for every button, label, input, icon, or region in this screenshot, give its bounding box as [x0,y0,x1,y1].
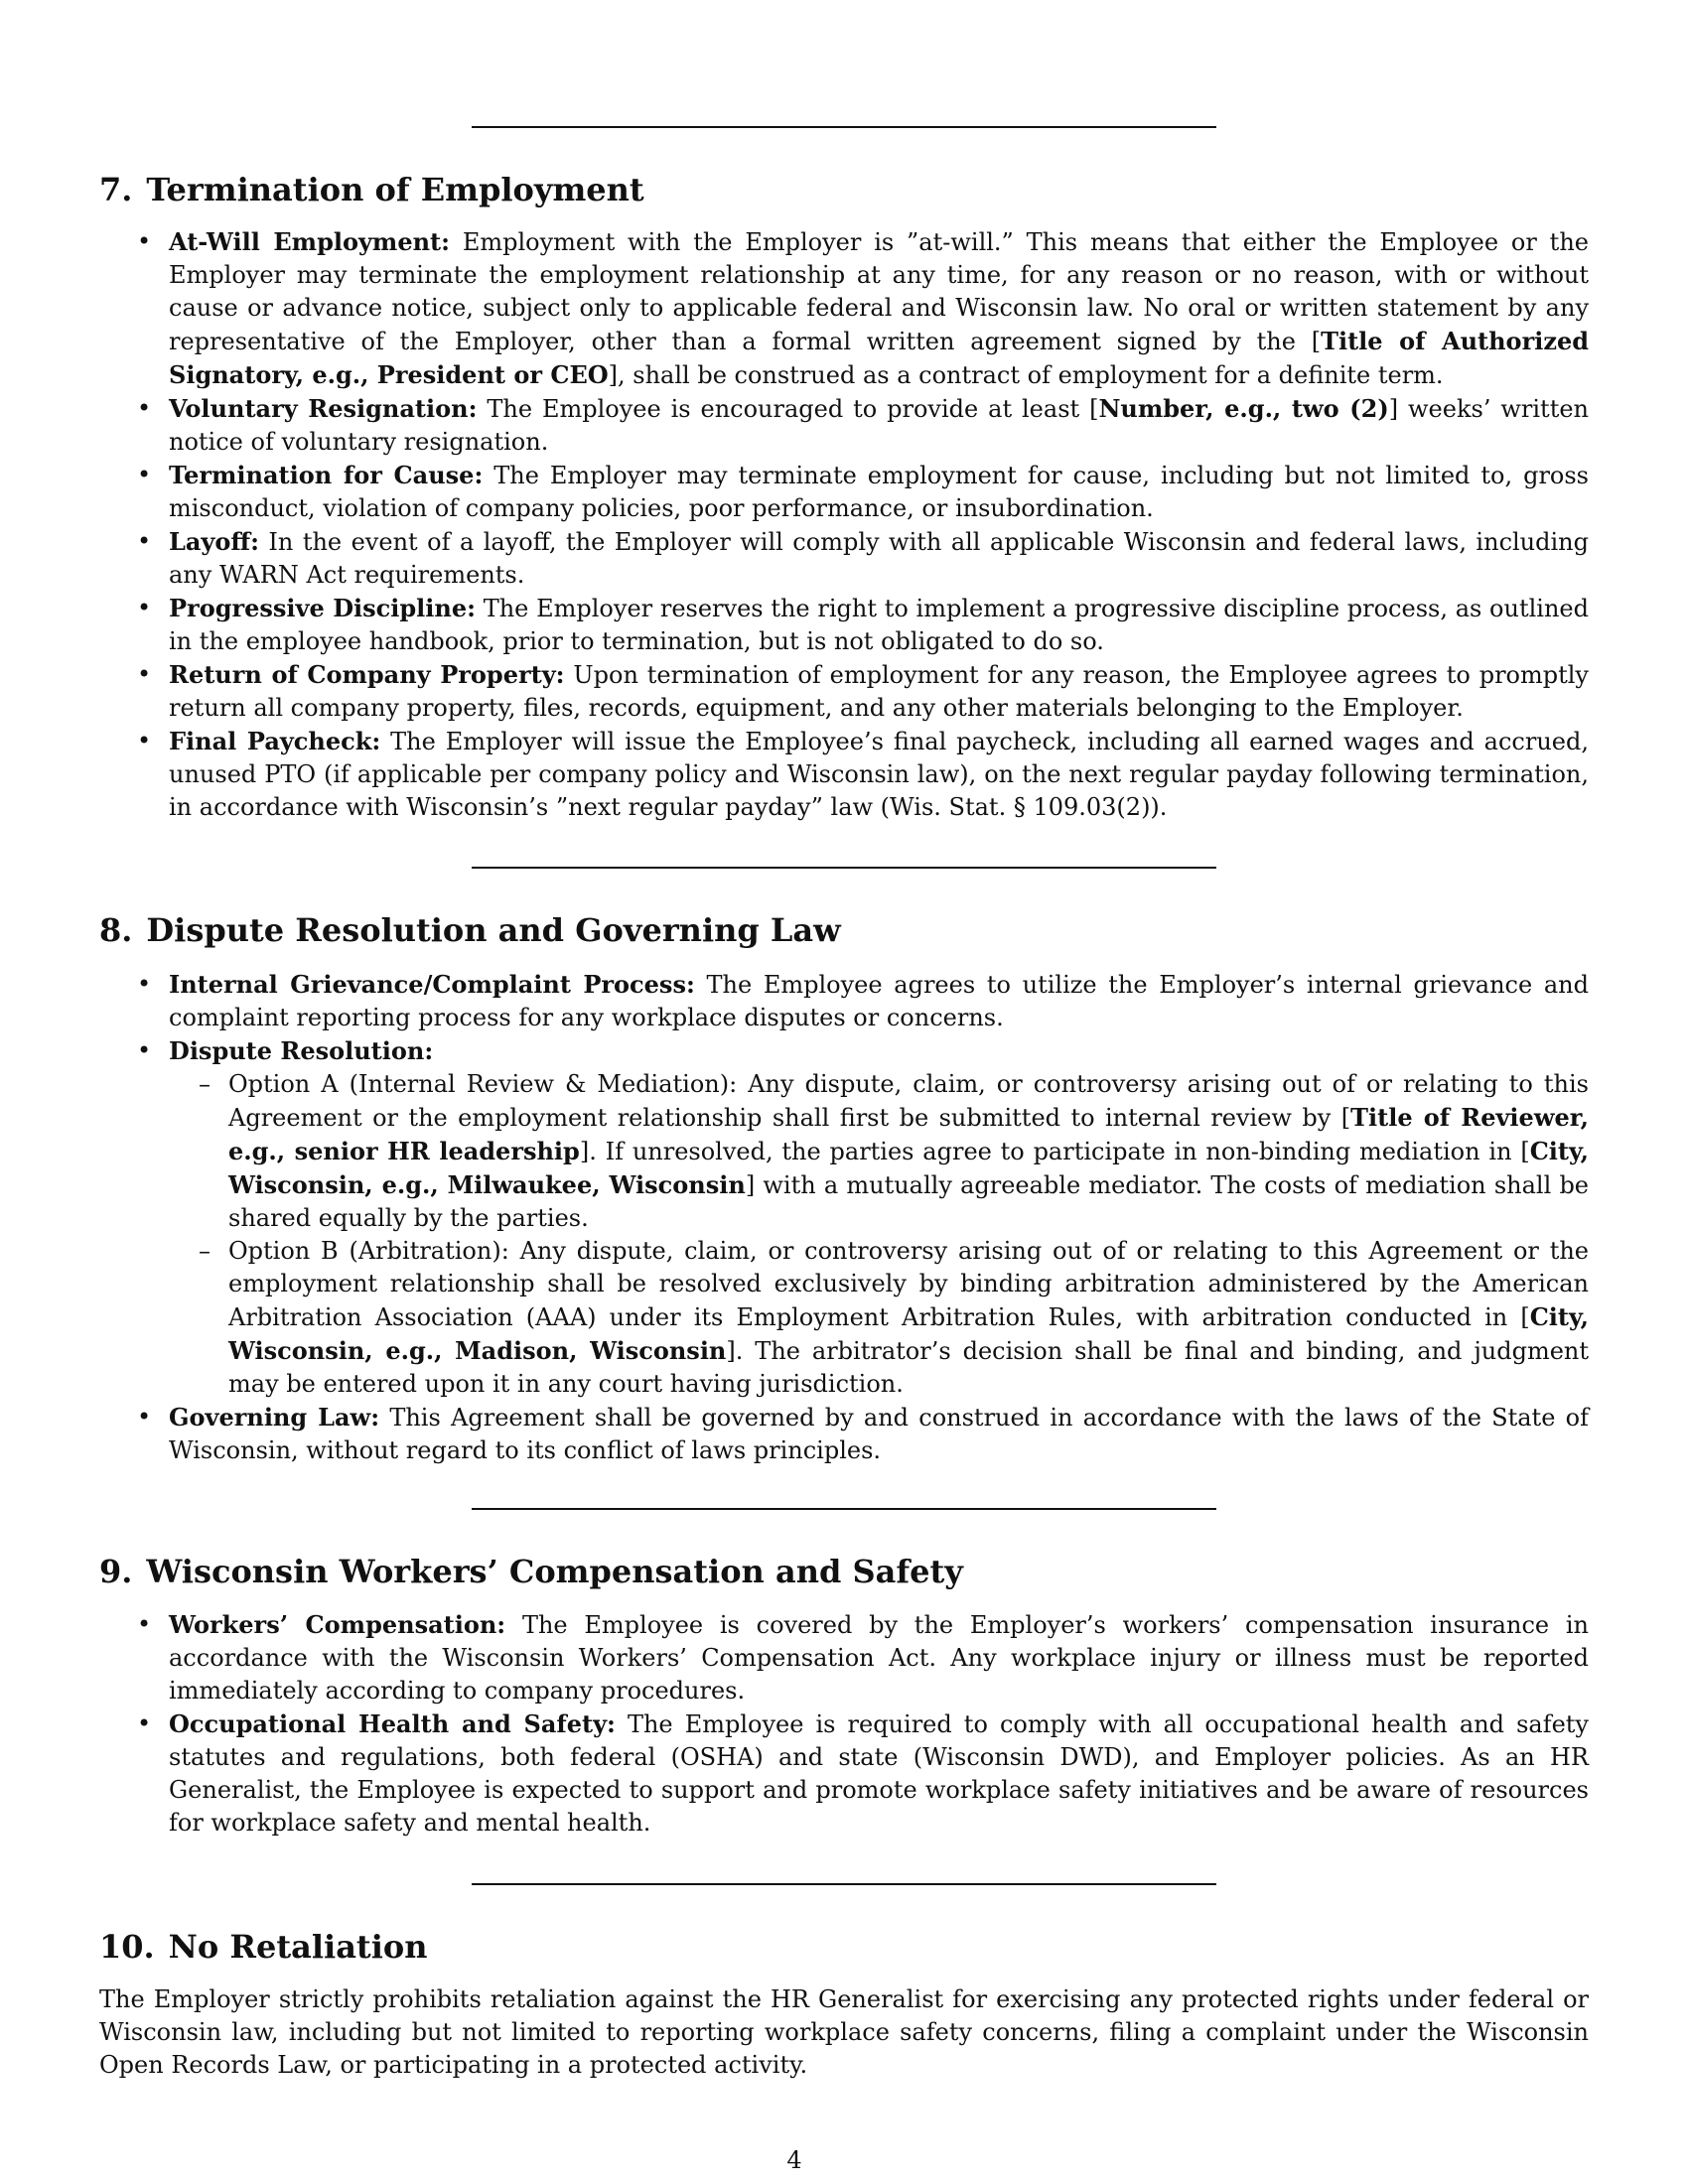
section-number: 9. [99,1553,133,1590]
item-text: ], shall be construed as a contract of employment for a definite term. [608,361,1444,389]
section-number: 7. [99,171,133,208]
item-text: Option B (Arbitration): Any dispute, claim, or controversy arising out of or relating to this Agreement or the employment relationship shall be resolved exclusively by binding arbitration administered by the American Arbitration Association (AAA) under its Employment Arbitration Rules, with arbitration conducted in [ [228,1237,1589,1331]
item-lead: Governing Law: [169,1403,380,1432]
item-lead: Final Paycheck: [169,727,381,755]
item-lead: Workers’ Compensation: [169,1610,506,1639]
placeholder-field: Title of Reviewer, e.g., senior HR leadership [228,1103,1589,1165]
list-item-health-and-safety [99,1707,1589,1840]
section-divider [472,126,1216,128]
section-title: Termination of Employment [146,171,644,208]
list-item-at-will [99,225,1589,392]
item-text: The Employee is encouraged to provide at least [ [487,395,1099,423]
list-item-progressive-discipline [99,592,1589,658]
item-lead: Termination for Cause: [169,461,484,489]
item-text: The Employer may terminate employment for cause, including but not limited to, gross misconduct, violation of company policies, poor performance, or insubordination. [169,462,1589,522]
section-number: 8. [99,911,133,949]
section-title: Wisconsin Workers’ Compensation and Safety [146,1553,963,1590]
item-text: The Employee agrees to utilize the Employer’s internal grievance and complaint reporting process for any workplace disputes or concerns. [169,971,1589,1031]
item-text: Upon termination of employment for any reason, the Employee agrees to promptly return all company property, files, records, equipment, and any other materials belonging to the Employer. [169,661,1589,722]
dispute-options-list [169,1068,1589,1401]
section-9-heading [99,1553,963,1590]
placeholder-field: City, Wisconsin, e.g., Milwaukee, Wisconsin [228,1137,1590,1199]
section-9-list [99,1608,1589,1840]
item-lead: Progressive Discipline: [169,594,476,622]
section-8-list [99,968,1589,1467]
list-item-final-paycheck [99,725,1589,824]
section-divider [472,1508,1216,1510]
list-item-workers-compensation [99,1608,1589,1707]
item-text: This Agreement shall be governed by and construed in accordance with the laws of the State of Wisconsin, without regard to its conflict of laws principles. [169,1404,1589,1464]
section-7-heading [99,171,644,208]
list-item-voluntary-resignation [99,392,1589,459]
item-text: Employment with the Employer is ”at-will.” This means that either the Employee or the Employer may terminate the employment relationship at any time, for any reason or no reason, with or without cause or advance notice, subject only to applicable federal and Wisconsin law. No oral or written statement by any representative of the Employer, other than a formal written agreement signed by the [ [169,228,1589,355]
item-text: In the event of a layoff, the Employer will comply with all applicable Wisconsin and federal laws, including any WARN Act requirements. [169,528,1590,589]
placeholder-field: Number, e.g., two (2) [1098,394,1389,423]
item-lead: Occupational Health and Safety: [169,1709,616,1738]
list-item-layoff [99,525,1589,592]
placeholder-field: City, Wisconsin, e.g., Madison, Wisconsin [228,1302,1589,1365]
sub-item-option-b [169,1235,1589,1401]
item-text: The Employee is required to comply with all occupational health and safety statutes and regulations, both federal (OSHA) and state (Wisconsin DWD), and Employer policies. As an HR Generalist, the Employee is expected to support and promote workplace safety initiatives and be aware of resources for workplace safety and mental health. [169,1710,1589,1837]
list-item-termination-for-cause [99,459,1589,525]
list-item-return-of-property [99,658,1589,725]
section-title: No Retaliation [168,1928,428,1966]
item-text: The Employer will issue the Employee’s final paycheck, including all earned wages and accrued, unused PTO (if applicable per company policy and Wisconsin law), on the next regular payday following termination, in accordance with Wisconsin’s ”next regular payday” law (Wis. Stat. § 109.03(2)). [169,728,1589,821]
section-number: 10. [99,1928,155,1966]
section-10-body: The Employer strictly prohibits retaliation against the HR Generalist for exercising any protected rights under federal or Wisconsin law, including but not limited to reporting workplace safety concerns, filing a complaint under the Wisconsin Open Records Law, or participating in a protected activity. [99,1985,1589,2079]
item-lead: Return of Company Property: [169,660,565,689]
item-text: ] with a mutually agreeable mediator. The costs of mediation shall be shared equally by the parties. [228,1171,1590,1232]
item-lead: At-Will Employment: [169,227,450,256]
item-lead: Voluntary Resignation: [169,394,478,423]
list-item-grievance [99,968,1589,1034]
item-lead: Dispute Resolution: [169,1036,434,1065]
list-item-dispute-resolution [99,1034,1589,1401]
list-item-governing-law [99,1401,1589,1467]
section-title: Dispute Resolution and Governing Law [146,911,841,949]
item-text: ]. The arbitrator’s decision shall be final and binding, and judgment may be entered upon it in any court having jurisdiction. [228,1337,1590,1398]
item-text: ]. If unresolved, the parties agree to participate in non-binding mediation in [ [579,1138,1530,1165]
section-8-heading [99,911,841,949]
section-divider [472,867,1216,869]
section-7-list [99,225,1589,824]
placeholder-field: Title of Authorized Signatory, e.g., President or CEO [169,327,1590,389]
item-text: The Employer reserves the right to implement a progressive discipline process, as outlined in the employee handbook, prior to termination, but is not obligated to do so. [169,595,1589,655]
sub-item-option-a [169,1068,1589,1235]
page-number: 4 [786,2146,802,2174]
item-text: The Employee is covered by the Employer’s workers’ compensation insurance in accordance with the Wisconsin Workers’ Compensation Act. Any workplace injury or illness must be reported immediately according to company procedures. [169,1611,1589,1705]
item-text: Option A (Internal Review & Mediation): Any dispute, claim, or controversy arising out of or relating to this Agreement or the employment relationship shall first be submitted to internal review by [ [228,1070,1589,1132]
item-lead: Layoff: [169,527,259,556]
section-divider [472,1883,1216,1885]
item-text: ] weeks’ written notice of voluntary resignation. [169,395,1590,456]
section-10-heading [99,1928,427,1966]
item-lead: Internal Grievance/Complaint Process: [169,970,695,999]
